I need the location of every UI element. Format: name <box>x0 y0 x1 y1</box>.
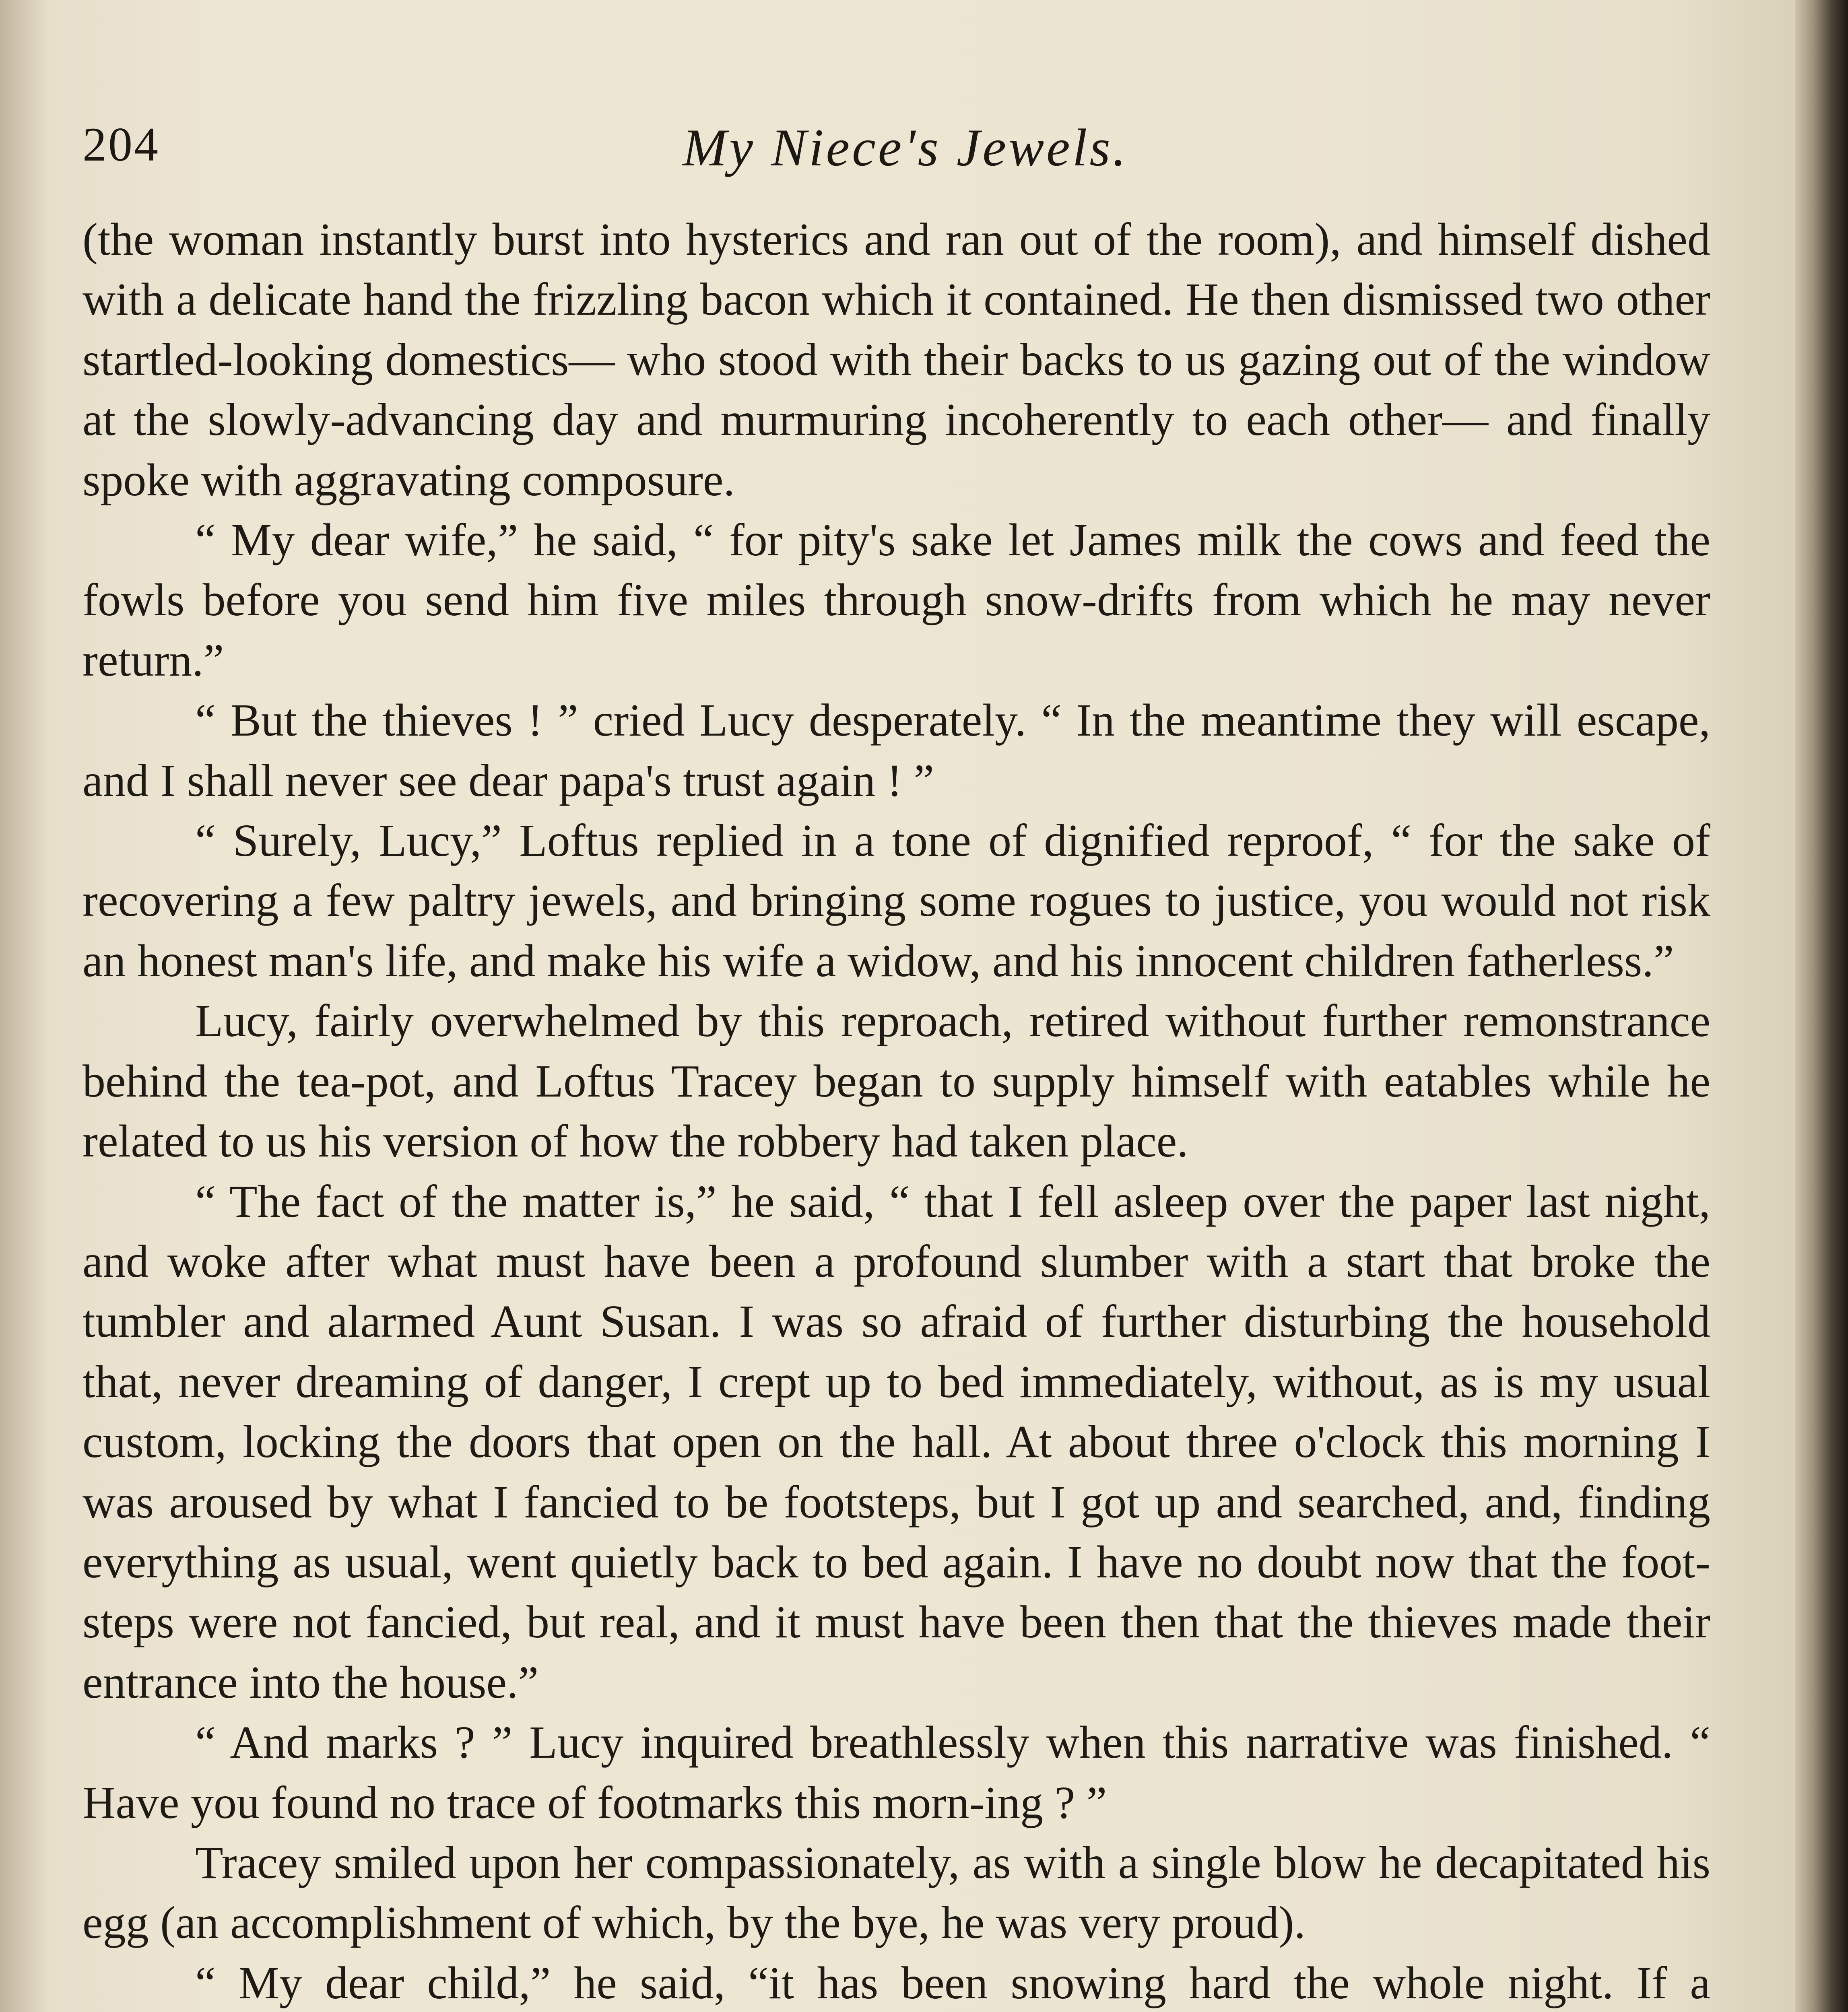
paragraph: “ Surely, Lucy,” Loftus replied in a tone of dignified reproof, “ for the sake of recovering a few paltry jewels, and bringing some rogues to justice, you would not risk an honest man's life, and make his wife a widow, and his innocent children fatherless.” <box>82 815 1710 986</box>
paragraph: “ But the thieves ! ” cried Lucy desperately. “ In the meantime they will escape, and I shall never see dear papa's trust again ! ” <box>82 695 1710 806</box>
body-text <box>82 209 1710 2012</box>
paragraph: “ My dear child,” he said, “it has been snowing hard the whole night. If a <box>195 1957 1710 2008</box>
paragraph: (the woman instantly burst into hysterics and ran out of the room), and himself dished with a delicate hand the frizzling bacon which it contained. He then dismissed two other startled-looking domestics— who stood with their backs to us gazing out of the window at the slowly-advancing day and murmuring incoherently to each other— and finally spoke with aggravating composure. <box>82 214 1710 505</box>
paragraph: Lucy, fairly overwhelmed by this reproach, retired without further remonstrance behind the tea-pot, and Loftus Tracey began to supply himself with eatables while he related to us his version of how the robbery had taken place. <box>82 995 1710 1167</box>
running-head <box>0 93 1811 181</box>
page-number: 204 <box>82 118 160 171</box>
paragraph: Tracey smiled upon her compassionately, as with a single blow he decapitated his egg (an accomplishment of which, by the bye, he was very proud). <box>82 1837 1710 1948</box>
page-edge-shadow <box>1795 0 1848 2012</box>
paragraph: “ My dear wife,” he said, “ for pity's sake let James milk the cows and feed the fowls before you send him five miles through snow-drifts from which he may never return.” <box>82 514 1710 686</box>
gutter-shadow <box>0 0 48 2012</box>
running-title: My Niece's Jewels. <box>683 118 1128 177</box>
paragraph: “ The fact of the matter is,” he said, “ that I fell asleep over the paper last night, and woke after what must have been a profound slumber with a start that broke the tumbler and alarmed Aunt Susan. I was so afraid of further disturbing the household that, never dreaming of danger, I crept up to bed immediately, without, as is my usual custom, locking the doors that open on the hall. At about three o'clock this morning I was aroused by what I fancied to be footsteps, but I got up and searched, and, finding everything as usual, went quietly back to bed again. I have no doubt now that the foot-steps were not fancied, but real, and it must have been then that the thieves made their entrance into the house.” <box>82 1175 1710 1708</box>
paragraph: “ And marks ? ” Lucy inquired breathlessly when this narrative was finished. “ Have you found no trace of footmarks this morn-ing ? ” <box>82 1717 1710 1828</box>
